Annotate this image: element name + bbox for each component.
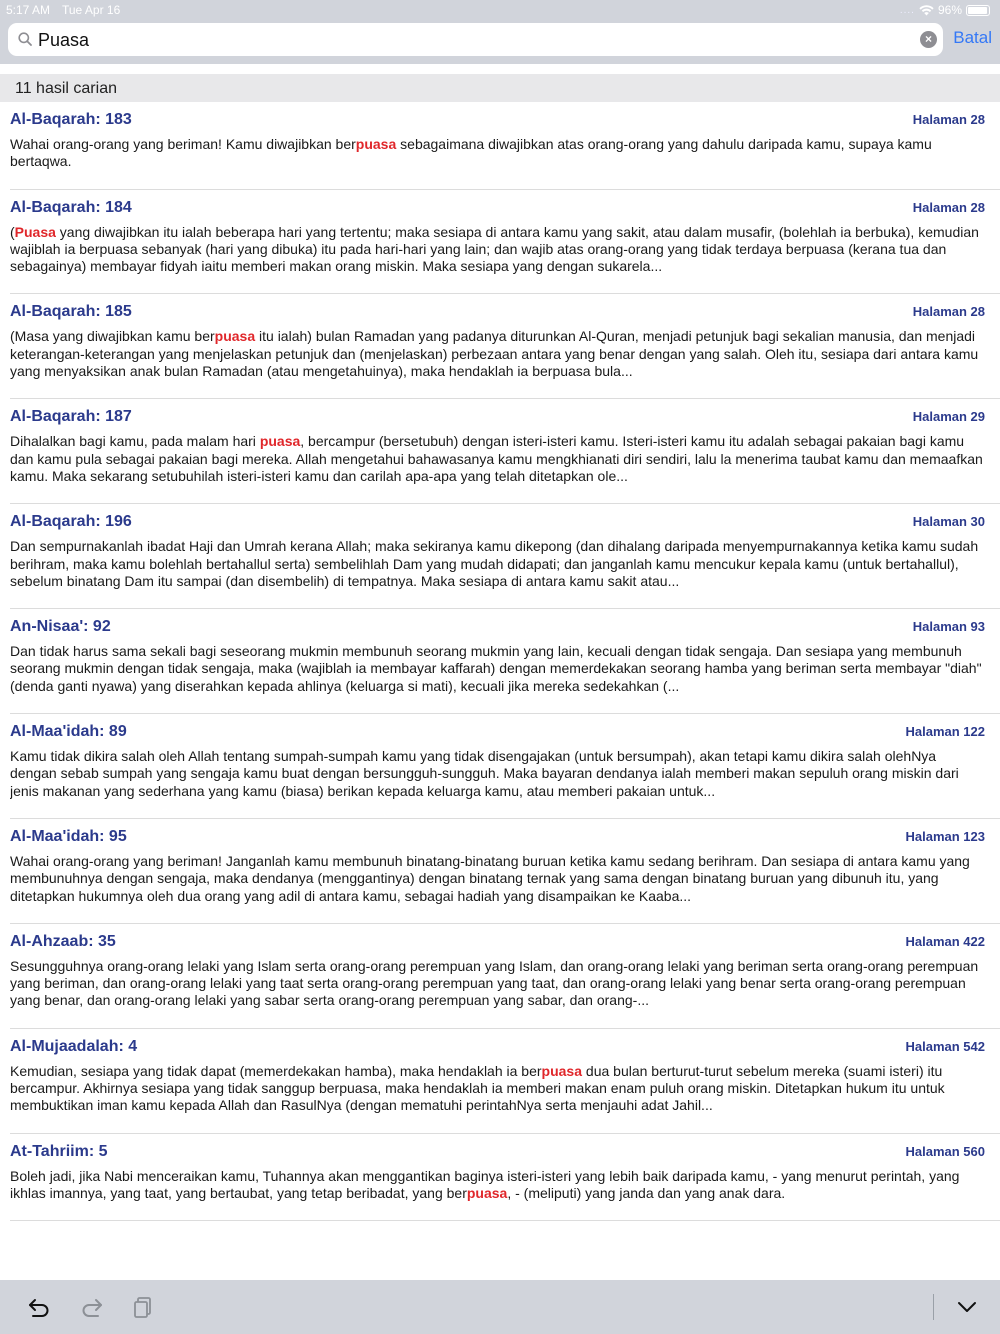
- verse-text: [10, 958, 985, 1010]
- page-number: Halaman 123: [905, 828, 985, 844]
- page-number: Halaman 28: [912, 112, 985, 127]
- verse-text-segment: (: [10, 223, 15, 240]
- page-number: Halaman 93: [912, 619, 985, 635]
- page-number: Halaman 560: [905, 1143, 985, 1159]
- chevron-down-icon[interactable]: [954, 1294, 980, 1320]
- verse-reference: Al-Maa'idah: 89: [10, 723, 127, 741]
- verse-reference: At-Tahriim: 5: [10, 1142, 108, 1160]
- verse-text: [10, 433, 985, 485]
- page-number: Halaman 29: [912, 409, 985, 425]
- search-icon: [18, 32, 32, 46]
- verse-text-segment: Boleh jadi, jika Nabi menceraikan kamu, Tuhannya akan menggantikan baginya isteri-isteri yang lebih baik daripada kamu, - yang menurut perintah, yang ikhlas imannya, yang taat, yang bertaubat, yang tetap beribadat, yang ber: [10, 1167, 960, 1201]
- result-row[interactable]: [10, 399, 1000, 504]
- verse-text: [10, 538, 985, 590]
- verse-text-segment: Dan sempurnakanlah ibadat Haji dan Umrah kerana Allah; maka sekiranya kamu dikepong (dan dihalang daripada menyempurnakannya ketika kamu sudah berihram, maka kamu bolehlah bertahallul serta) sembelihlah Dam yang mudah didapati; dan janganlah kamu mencukur kepala kamu (untuk bertahallul), sebelum binatang Dam itu sampai (dan disembelih) di tempatnya. Maka sesiapa di antara kamu sakit atau...: [10, 538, 979, 589]
- undo-icon[interactable]: [26, 1294, 52, 1320]
- search-input[interactable]: [38, 27, 908, 53]
- verse-text-segment: Wahai orang-orang yang beriman! Janganlah kamu membunuh binatang-binatang buruan ketika kamu sedang berihram. Dan sesiapa di antara kamu yang membunuhnya dengan sengaja, maka dendanya (menggantinya) dengan binatang ternak yang sama dengan binatang buruan yang dibunuh itu, yang ditetapkan hukumnya oleh dua orang yang adil di antara kamu, sebagai hadiah yang disampaikan ke Kaaba...: [10, 852, 970, 904]
- verse-reference: Al-Maa'idah: 95: [10, 827, 127, 845]
- page-number: Halaman 542: [905, 1038, 985, 1054]
- verse-text-segment: Kamu tidak dikira salah oleh Allah tentang sumpah-sumpah kamu yang tidak disengajakan (untuk bersumpah), akan tetapi kamu dikira salah olehNya dengan sebab sumpah yang sengaja kamu buat dengan bersungguh-sungguh. Maka bayaran dendanya ialah memberi makan sepuluh orang miskin dari jenis makanan yang sederhana yang kamu (biasa) berikan kepada keluarga kamu, atau memberi pakaian untuk...: [10, 748, 959, 799]
- search-highlight: puasa: [259, 433, 301, 450]
- page-number: Halaman 422: [905, 933, 985, 949]
- verse-text: [10, 748, 985, 800]
- result-row[interactable]: [10, 190, 1000, 295]
- result-row[interactable]: [10, 102, 1000, 190]
- page-number: Halaman 122: [905, 724, 985, 740]
- status-date: Tue Apr 16: [62, 3, 121, 17]
- search-highlight: puasa: [355, 136, 397, 152]
- verse-reference: Al-Baqarah: 185: [10, 303, 132, 321]
- verse-text-segment: dua bulan berturut-turut sebelum mereka (suami isteri) itu bercampur. Akhirnya sesiapa yang tidak sanggup berpuasa, maka hendaklah ia memberi makan enam puluh orang miskin. Ditetapkan hukum itu untuk membuktikan iman kamu kepada Allah dan RasulNya (dengan mematuhi perintahNya serta menjauhi adat Jahil...: [10, 1062, 945, 1114]
- page-number: Halaman 30: [912, 514, 985, 530]
- result-row[interactable]: [10, 714, 1000, 819]
- verse-text-segment: Dihalalkan bagi kamu, pada malam hari: [10, 433, 260, 450]
- verse-text-segment: Kemudian, sesiapa yang tidak dapat (memerdekakan hamba), maka hendaklah ia ber: [10, 1062, 542, 1079]
- verse-text: [10, 1063, 985, 1115]
- verse-text: [10, 1168, 985, 1203]
- verse-reference: Al-Baqarah: 184: [10, 198, 132, 216]
- results-count-header: 11 hasil carian: [0, 74, 1000, 102]
- verse-reference: Al-Ahzaab: 35: [10, 932, 116, 950]
- results-list: [0, 102, 1000, 1221]
- verse-text-segment: itu ialah) bulan Ramadan yang padanya diturunkan Al-Quran, menjadi petunjuk bagi sekalian manusia, dan menjadi keterangan-keterangan yang menjelaskan petunjuk dan (menjelaskan) perbezaan antara yang benar dengan yang salah. Oleh itu, sesiapa dari antara kamu yang menyaksikan anak bulan Ramadan (atau mengetahuinya), maka hendaklah ia berpuasa bula...: [10, 328, 979, 380]
- result-row[interactable]: [10, 609, 1000, 714]
- battery-icon: [966, 5, 990, 16]
- verse-text-segment: Wahai orang-orang yang beriman! Kamu diwajibkan ber: [10, 136, 356, 152]
- keyboard-toolbar: [0, 1280, 1000, 1334]
- verse-text-segment: , - (meliputi) yang janda dan yang anak dara.: [507, 1184, 786, 1201]
- paste-icon[interactable]: [131, 1294, 157, 1320]
- verse-text: [10, 328, 985, 380]
- cancel-button[interactable]: Batal: [953, 28, 992, 47]
- result-row[interactable]: [10, 504, 1000, 609]
- toolbar-divider: [933, 1294, 934, 1320]
- verse-text: [10, 136, 985, 171]
- verse-text: [10, 224, 985, 276]
- result-row[interactable]: [10, 294, 1000, 399]
- clear-search-button[interactable]: ×: [920, 31, 937, 48]
- search-highlight: puasa: [541, 1062, 583, 1079]
- verse-reference: Al-Baqarah: 187: [10, 408, 132, 426]
- status-bar: [0, 0, 1000, 20]
- verse-reference: Al-Mujaadalah: 4: [10, 1037, 138, 1055]
- verse-text: [10, 643, 985, 695]
- status-time: 5:17 AM: [6, 3, 51, 17]
- search-field[interactable]: [8, 23, 943, 56]
- verse-text: [10, 853, 985, 905]
- spacer: [0, 64, 1000, 74]
- result-row[interactable]: [10, 1029, 1000, 1134]
- verse-text-segment: yang diwajibkan itu ialah beberapa hari yang tertentu; maka sesiapa di antara kamu yang sakit, atau dalam musafir, (bolehlah ia berbuka), kemudian wajiblah ia berpuasa sebanyak (hari yang dibuka) itu pada hari-hari yang lain; dan wajib atas orang-orang yang tidak terdaya berpuasa (kerana tua dan sebagainya) membayar fidyah iaitu memberi makan orang miskin. Maka sesiapa yang dengan sukarela...: [10, 223, 979, 275]
- verse-text-segment: Dan tidak harus sama sekali bagi seseorang mukmin membunuh seorang mukmin yang lain, kecuali dengan tidak sengaja. Dan sesiapa yang membunuh seorang mukmin dengan tidak sengaja, maka (wajiblah ia membayar kaffarah) dengan memerdekakan seorang hamba yang beriman serta membayar "diah" (denda ganti nyawa) yang diserahkan kepada ahlinya (keluarga si mati), kecuali jika mereka sedekahkan (...: [10, 643, 982, 694]
- search-bar: [0, 20, 1000, 64]
- status-right: [900, 3, 990, 17]
- result-row[interactable]: [10, 819, 1000, 924]
- verse-reference: An-Nisaa': 92: [10, 618, 111, 636]
- verse-text-segment: Sesungguhnya orang-orang lelaki yang Islam serta orang-orang perempuan yang Islam, dan orang-orang lelaki yang beriman serta orang-orang perempuan yang beriman, dan orang-orang lelaki yang taat serta orang-orang perempuan yang taat, dan orang-orang lelaki yang benar serta orang-orang perempuan yang benar, dan orang-orang lelaki yang sabar serta orang-orang perempuan yang sabar, dan orang-...: [10, 957, 979, 1009]
- page-number: Halaman 28: [912, 304, 985, 320]
- verse-reference: Al-Baqarah: 183: [10, 111, 132, 128]
- page-number: Halaman 28: [912, 199, 985, 215]
- battery-percent: 96%: [937, 3, 962, 17]
- signal-dots-icon: ....: [899, 4, 915, 16]
- verse-text-segment: , bercampur (bersetubuh) dengan isteri-isteri kamu. Isteri-isteri kamu itu adalah sebagai pakaian bagi kamu dan kamu pula sebagai pakaian bagi mereka. Allah mengetahui bahawasanya kamu mengkhianati diri sendiri, lalu la menerima taubat kamu dan memaafkan kamu. Maka sekarang setubuhilah isteri-isteri kamu dan carilah apa-apa yang telah ditetapkan ole...: [10, 433, 983, 484]
- search-highlight: puasa: [214, 328, 256, 345]
- redo-icon[interactable]: [79, 1294, 105, 1320]
- verse-reference: Al-Baqarah: 196: [10, 513, 132, 531]
- search-highlight: puasa: [466, 1184, 508, 1201]
- result-row[interactable]: [10, 924, 1000, 1029]
- verse-text-segment: (Masa yang diwajibkan kamu ber: [10, 328, 215, 345]
- wifi-icon: [919, 5, 934, 16]
- search-highlight: Puasa: [14, 223, 56, 240]
- result-row[interactable]: [10, 1134, 1000, 1222]
- verse-text-segment: sebagaimana diwajibkan atas orang-orang yang dahulu daripada kamu, supaya kamu bertaqwa.: [10, 136, 932, 170]
